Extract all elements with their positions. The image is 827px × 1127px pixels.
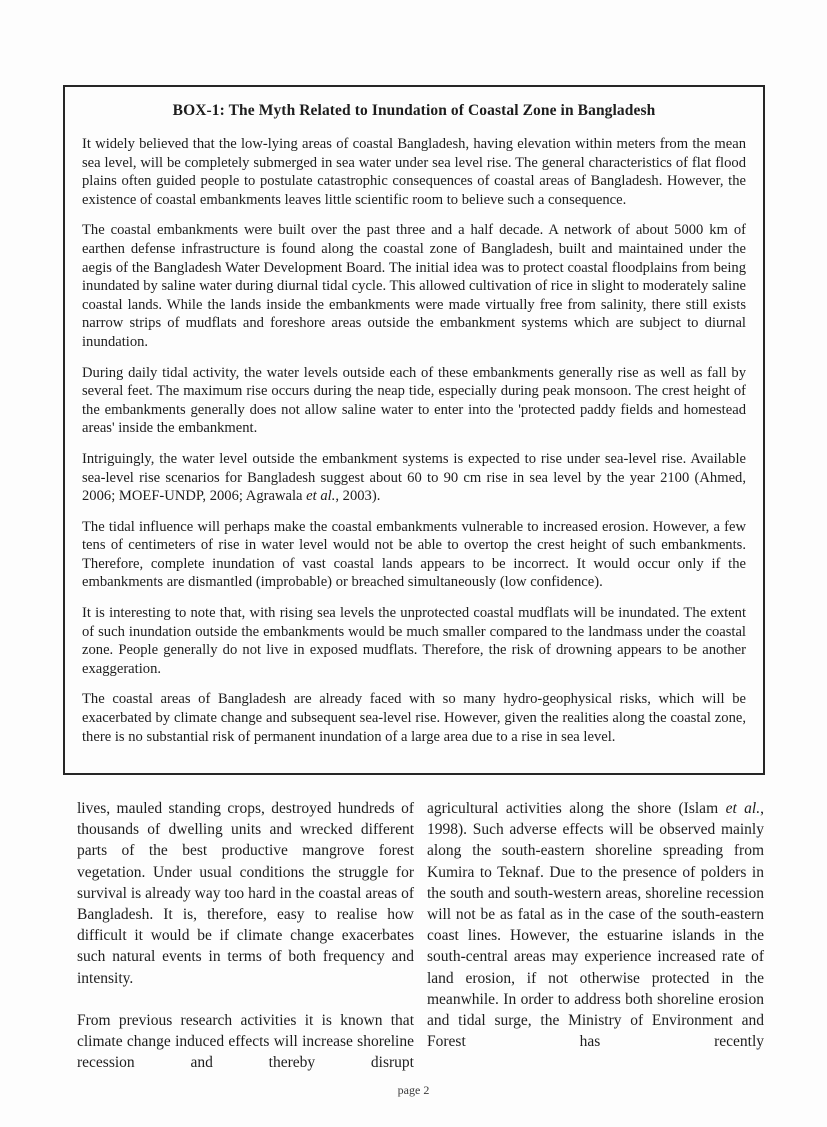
et-al-citation: et al. xyxy=(306,488,336,505)
right-column xyxy=(427,798,764,1073)
box-paragraph-5: The tidal influence will perhaps make the coastal embankments vulnerable to increased erosion. However, a few tens of centimeters of rise in water level would not be able to overtop the crest height of such embankments. Therefore, complete inundation of vast coastal lands appears to be incorrect. It would occur only if the embankments are dismantled (improbable) or breached simultaneously (low confidence). xyxy=(82,518,746,591)
left-column-paragraph-2: From previous research activities it is known that climate change induced effects will increase shoreline recession and thereby disrupt xyxy=(77,1011,414,1072)
box-paragraph-4 xyxy=(82,450,746,506)
box-paragraph-1: It widely believed that the low-lying areas of coastal Bangladesh, having elevation within meters from the mean sea level, will be completely submerged in sea water under sea level rise. The general characteristics of flat flood plains often guided people to postulate catastrophic consequences of coastal areas of Bangladesh. However, the existence of coastal embankments leaves little scientific room to believe such a consequence. xyxy=(82,136,746,208)
box-1-panel xyxy=(63,85,765,775)
box-paragraph-6: It is interesting to note that, with rising sea levels the unprotected coastal mudflats will be inundated. The extent of such inundation outside the embankments would be much smaller compared to the landmass under the coastal zone. People generally do not live in exposed mudflats. Therefore, the risk of drowning appears to be another exaggeration. xyxy=(82,605,746,677)
left-column xyxy=(77,798,414,1073)
box-paragraph-7: The coastal areas of Bangladesh are already faced with so many hydro-geophysical risks, which will be exacerbated by climate change and subsequent sea-level rise. However, given the realities along the coastal zone, there is no substantial risk of permanent inundation of a large area due to a rise in sea level. xyxy=(82,691,746,745)
page-number: page 2 xyxy=(397,1083,430,1097)
right-column-paragraph-1-tail: , 1998). Such adverse effects will be observed mainly along the south-eastern shoreline spreading from Kumira to Teknaf. Due to the presence of polders in the south and south-western areas, shoreline recession will not be as fatal as in the case of the south-eastern coast lines. However, the estuarine islands in the south-central areas may experience increased rate of land erosion, if not otherwise protected in the meanwhile. In order to address both shoreline erosion and tidal surge, the Ministry of Environment and Forest has recently xyxy=(427,800,764,1051)
two-column-body xyxy=(77,798,764,1073)
box-paragraph-4-tail: , 2003). xyxy=(335,488,381,505)
box-paragraph-3: During daily tidal activity, the water levels outside each of these embankments generally rise as well as fall by several feet. The maximum rise occurs during the neap tide, especially during peak monsoon. The crest height of the embankments generally does not allow saline water to enter into the 'protected paddy fields and homestead areas' inside the embankment. xyxy=(82,364,746,437)
box-paragraph-2: The coastal embankments were built over the past three and a half decade. A network of about 5000 km of earthen defense infrastructure is found along the coastal zone of Bangladesh, built and maintained under the aegis of the Bangladesh Water Development Board. The initial idea was to protect coastal floodplains from being inundated by saline water during diurnal tidal cycle. This allowed cultivation of rice in slight to moderately saline coastal lands. While the lands inside the embankments were made virtually free from salinity, there still exists narrow strips of mudflats and foreshore areas outside the embankment systems which are subject to diurnal inundation. xyxy=(82,222,746,350)
left-column-paragraph-1: lives, mauled standing crops, destroyed hundreds of thousands of dwelling units and wrecked different parts of the best productive mangrove forest vegetation. Under usual conditions the struggle for survival is already way too hard in the coastal areas of Bangladesh. It is, therefore, easy to realise how difficult it would be if climate change exacerbates such natural events in terms of both frequency and intensity. xyxy=(77,800,414,987)
box-title: BOX-1: The Myth Related to Inundation of Coastal Zone in Bangladesh xyxy=(172,102,656,119)
box-paragraph-4-text: Intriguingly, the water level outside the embankment systems is expected to rise under sea-level rise. Available sea-level rise scenarios for Bangladesh suggest about 60 to 90 cm rise in sea level by the year 2100 (Ahmed, 2006; MOEF-UNDP, 2006; Agrawala xyxy=(82,450,746,505)
et-al-citation: et al. xyxy=(725,800,761,817)
right-column-paragraph-1 xyxy=(427,798,764,1052)
right-column-paragraph-1-text: agricultural activities along the shore (Islam xyxy=(427,800,726,817)
